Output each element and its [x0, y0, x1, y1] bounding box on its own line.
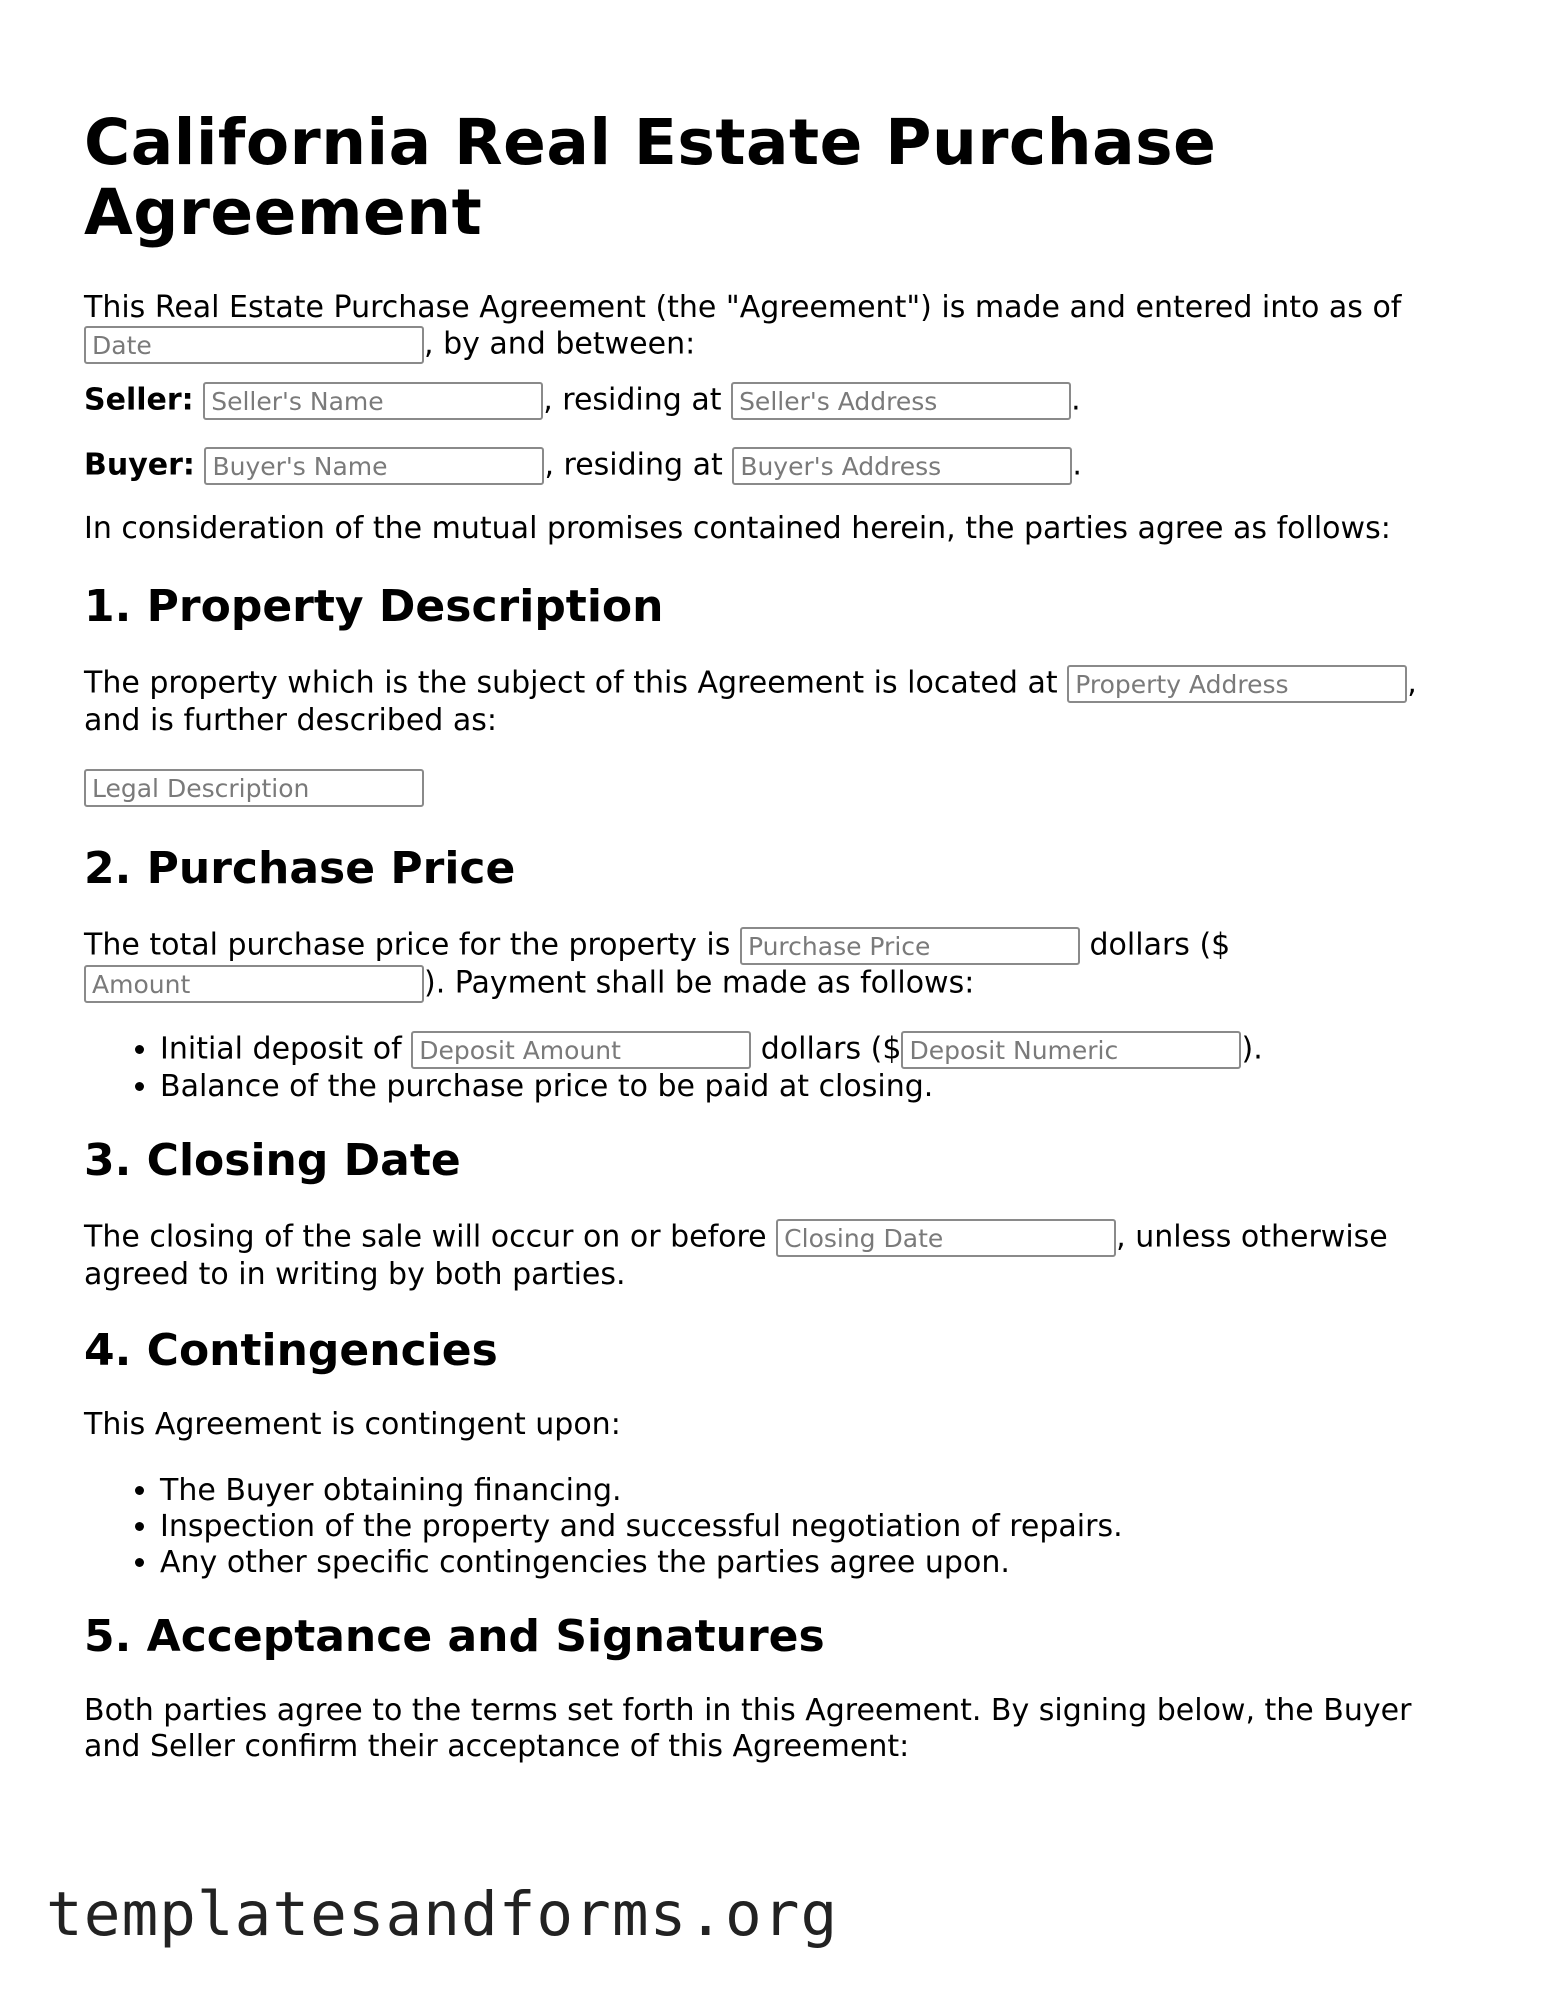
agreement-date-input[interactable] — [84, 326, 424, 364]
section-heading-contingencies: 4. Contingencies — [84, 1325, 498, 1376]
seller-residing-text: , residing at — [543, 382, 722, 418]
section-heading-closing: 3. Closing Date — [84, 1135, 461, 1186]
seller-line-end: . — [1071, 382, 1081, 418]
closing-paragraph — [84, 1219, 1424, 1293]
seller-label: Seller: — [84, 382, 194, 418]
list-item: • Balance of the purchase price to be paid at closing. — [160, 1069, 1424, 1105]
contingencies-list — [84, 1473, 1424, 1581]
section-heading-price: 2. Purchase Price — [84, 843, 516, 894]
list-item: • Inspection of the property and successful negotiation of repairs. — [160, 1509, 1424, 1545]
agreement-document — [84, 0, 1424, 1765]
deposit-end-text: ). — [1241, 1031, 1263, 1067]
seller-address-input[interactable] — [731, 382, 1071, 420]
deposit-dollars-text: dollars ($ — [760, 1031, 902, 1067]
purchase-price-input[interactable] — [740, 927, 1080, 965]
intro-text: This Real Estate Purchase Agreement (the "Agreement") is made and entered into as of — [84, 290, 1402, 325]
list-item: • The Buyer obtaining financing. — [160, 1473, 1424, 1509]
deposit-numeric-input[interactable] — [901, 1031, 1241, 1069]
deposit-text: Initial deposit of — [160, 1031, 402, 1067]
acceptance-paragraph: Both parties agree to the terms set forth in this Agreement. By signing below, the Buyer and Seller confirm their acceptance of this Agreement: — [84, 1693, 1412, 1764]
property-text: The property which is the subject of this Agreement is located at — [84, 665, 1058, 701]
buyer-residing-text: , residing at — [544, 447, 723, 483]
list-item — [160, 1031, 1424, 1069]
consideration-paragraph: In consideration of the mutual promises contained herein, the parties agree as follows: — [84, 511, 1391, 546]
seller-name-input[interactable] — [203, 382, 543, 420]
property-paragraph — [84, 665, 1424, 739]
price-paragraph — [84, 927, 1424, 1003]
buyer-line-end: . — [1072, 447, 1082, 483]
property-address-input[interactable] — [1067, 665, 1407, 703]
buyer-address-input[interactable] — [732, 447, 1072, 485]
price-text-after: ). Payment shall be made as follows: — [424, 965, 975, 1001]
legal-description-line — [84, 769, 1424, 807]
intro-text-after: , by and between: — [424, 326, 696, 362]
closing-text-after: , unless otherwise agreed to in writing by both parties. — [84, 1219, 1388, 1292]
closing-date-input[interactable] — [776, 1219, 1116, 1257]
section-heading-acceptance: 5. Acceptance and Signatures — [84, 1611, 825, 1662]
buyer-name-input[interactable] — [204, 447, 544, 485]
document-title: California Real Estate Purchase Agreement — [84, 106, 1217, 249]
legal-description-input[interactable] — [84, 769, 424, 807]
deposit-amount-input[interactable] — [411, 1031, 751, 1069]
property-text-after: , and is further described as: — [84, 665, 1417, 738]
contingencies-intro: This Agreement is contingent upon: — [84, 1407, 621, 1442]
buyer-label: Buyer: — [84, 447, 195, 483]
seller-line — [84, 382, 1424, 420]
buyer-line — [84, 447, 1424, 485]
section-heading-property: 1. Property Description — [84, 581, 664, 632]
intro-paragraph — [84, 290, 1424, 364]
price-dollars-text: dollars ($ — [1089, 927, 1231, 963]
watermark-logo: templatesandforms.org — [46, 1879, 839, 1950]
purchase-amount-input[interactable] — [84, 965, 424, 1003]
closing-text: The closing of the sale will occur on or before — [84, 1219, 767, 1255]
list-item: • Any other specific contingencies the parties agree upon. — [160, 1545, 1424, 1581]
payment-list — [84, 1031, 1424, 1105]
price-text: The total purchase price for the property is — [84, 927, 731, 963]
